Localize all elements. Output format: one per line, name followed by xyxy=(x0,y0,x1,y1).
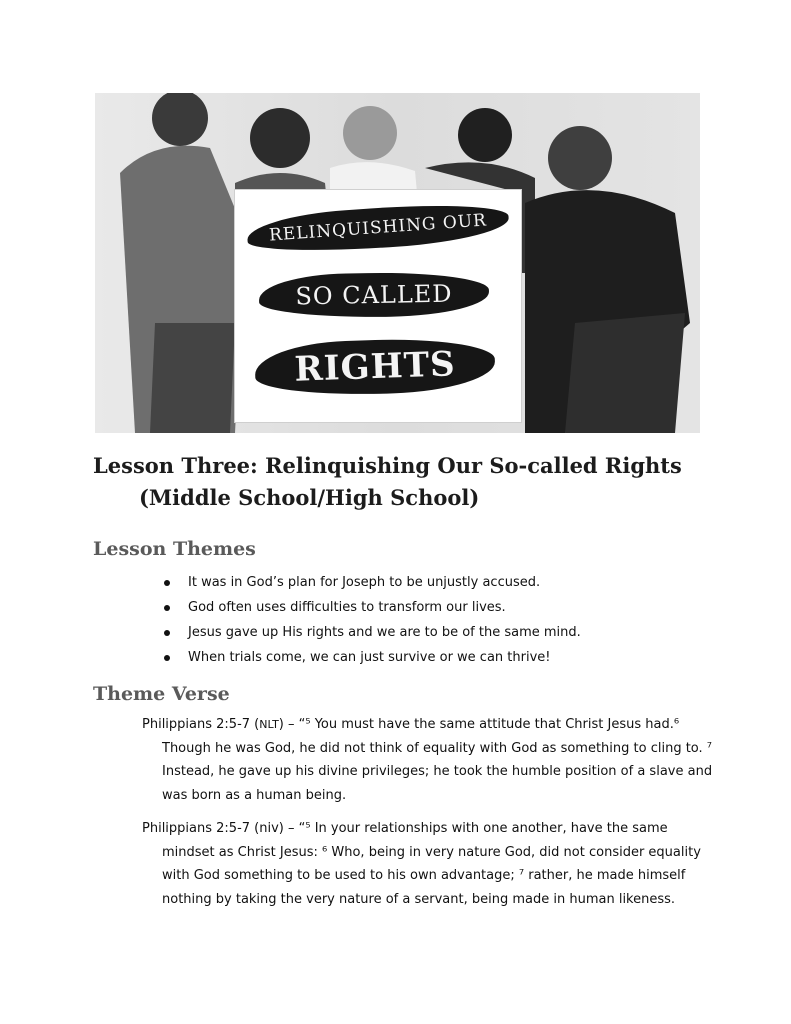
hero-photo xyxy=(95,93,700,433)
verse-ref: Philippians 2:5-7 ( xyxy=(142,717,260,732)
sign-stroke xyxy=(254,336,496,398)
list-item: God often uses difficulties to transform our lives. xyxy=(162,595,581,620)
verse-text: ) – “⁵ You must have the same attitude that Christ Jesus had.⁶ Though he was God, he did not think of equality with God as something to cling to. ⁷ Instead, he gave up his divine privileges; he took the humble position of a slave and was born as a human being. xyxy=(162,717,713,803)
sign-line: RELINQUISHING OUR xyxy=(268,210,488,246)
sign-stroke xyxy=(259,271,490,319)
title-line-2: (Middle School/High School) xyxy=(139,485,480,510)
verse-version: niv xyxy=(259,821,279,836)
verse-nlt xyxy=(142,713,722,807)
theme-verse-heading: Theme Verse xyxy=(93,683,230,705)
list-item: It was in God’s plan for Joseph to be unjustly accused. xyxy=(162,570,581,595)
list-item: When trials come, we can just survive or we can thrive! xyxy=(162,645,581,670)
verse-niv xyxy=(142,817,722,911)
themes-list xyxy=(162,570,581,670)
sign-board xyxy=(235,190,521,422)
sign-stroke xyxy=(246,199,510,257)
sign-line: SO CALLED xyxy=(295,279,453,311)
title-line-1: Lesson Three: Relinquishing Our So-called Rights xyxy=(93,453,682,478)
verse-text: ) – “⁵ In your relationships with one another, have the same mindset as Christ Jesus: ⁶ Who, being in very nature God, did not consider equality with God something to be used to his own advantage; ⁷ rather, he made himself nothing by taking the very nature of a servant, being made in human likeness. xyxy=(162,821,701,907)
list-item: Jesus gave up His rights and we are to be of the same mind. xyxy=(162,620,581,645)
lesson-themes-heading: Lesson Themes xyxy=(93,538,256,560)
verse-ref: Philippians 2:5-7 ( xyxy=(142,821,260,836)
page-title xyxy=(93,450,733,514)
sign-line: RIGHTS xyxy=(293,344,457,390)
verse-version: NLT xyxy=(259,718,279,731)
